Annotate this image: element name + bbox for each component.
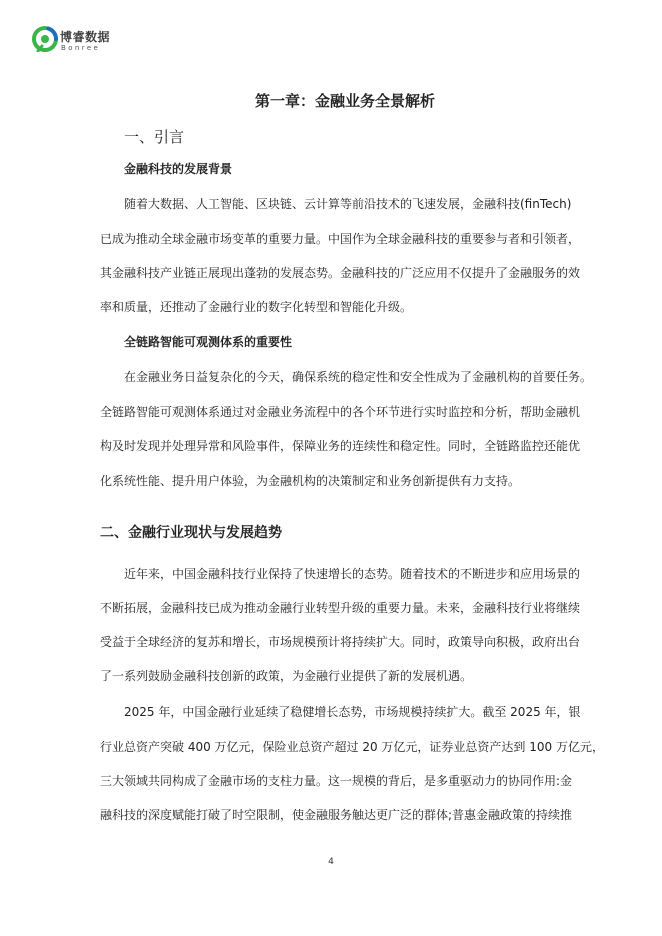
section1-sub2-title: 全链路智能可观测体系的重要性 [124,335,293,349]
logo-text-en: Bonree [61,44,101,52]
section1-sub1-title: 金融科技的发展背景 [124,162,233,176]
paragraph-line: 构及时发现并处理异常和风险事件，保障业务的连续性和稳定性。同时，全链路监控还能优 [100,439,581,453]
paragraph-line: 受益于全球经济的复苏和增长，市场规模预计将持续扩大。同时，政策导向积极，政府出台 [100,635,581,649]
paragraph-line: 在金融业务日益复杂化的今天，确保系统的稳定性和安全性成为了金融机构的首要任务。 [124,370,593,384]
paragraph-line: 2025 年，中国金融行业延续了稳健增长态势，市场规模持续扩大。截至 2025 年，银 [124,705,581,719]
paragraph-line: 三大领域共同构成了金融市场的支柱力量。这一规模的背后，是多重驱动力的协同作用:金 [100,774,573,788]
paragraph-line: 了一系列鼓励金融科技创新的政策，为金融行业提供了新的发展机遇。 [100,669,473,683]
logo [32,26,122,52]
paragraph-line: 全链路智能可观测体系通过对金融业务流程中的各个环节进行实时监控和分析，帮助金融机 [100,405,581,419]
paragraph-line: 率和质量，还推动了金融行业的数字化转型和智能化升级。 [100,300,413,314]
paragraph-line: 化系统性能、提升用户体验，为金融机构的决策制定和业务创新提供有力支持。 [100,474,521,488]
paragraph-line: 已成为推动全球金融市场变革的重要力量。中国作为全球金融科技的重要参与者和引领者， [100,232,581,246]
paragraph-line: 随着大数据、人工智能、区块链、云计算等前沿技术的飞速发展，金融科技(finTech) [124,197,572,211]
paragraph-line: 其金融科技产业链正展现出蓬勃的发展态势。金融科技的广泛应用不仅提升了金融服务的效 [100,266,581,280]
paragraph-line: 不断拓展，金融科技已成为推动金融行业转型升级的重要力量。未来，金融科技行业将继续 [100,601,581,615]
section1-heading: 一、引言 [124,128,185,146]
chapter-title: 第一章：金融业务全景解析 [254,92,435,110]
section2-heading: 二、金融行业现状与发展趋势 [100,525,282,541]
paragraph-line: 行业总资产突破 400 万亿元，保险业总资产超过 20 万亿元，证券业总资产达到 100 万亿元， [100,740,604,754]
paragraph-line: 融科技的深度赋能打破了时空限制，使金融服务触达更广泛的群体;普惠金融政策的持续推 [100,808,573,822]
bonree-logo-icon [32,26,58,52]
page-number: 4 [328,857,334,867]
logo-text-cn: 博睿数据 [60,30,111,44]
paragraph-line: 近年来，中国金融科技行业保持了快速增长的态势。随着技术的不断进步和应用场景的 [124,567,581,581]
